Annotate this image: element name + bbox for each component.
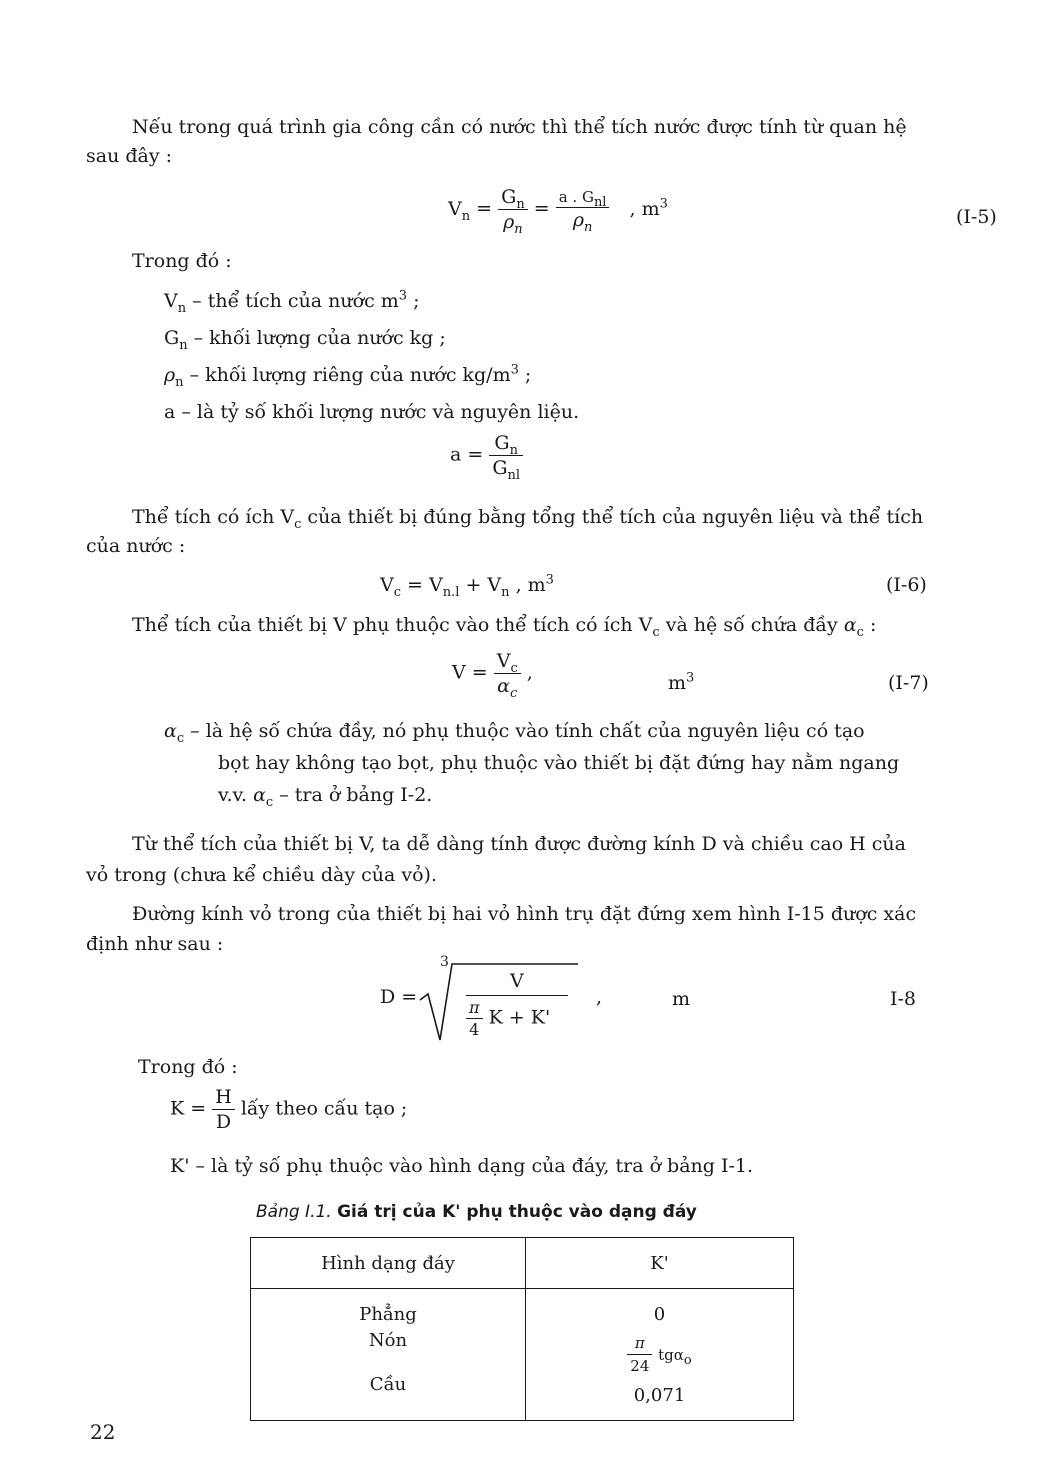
paragraph-1-line-2: sau đây : [86, 145, 173, 167]
eq-i8-numerator: V [510, 970, 524, 992]
table-caption: Bảng I.1. Giá trị của K' phụ thuộc vào dạng đáy [256, 1202, 697, 1222]
k-prime-cone: $\frac{\pi}{24}$ tgα$_o$ [526, 1331, 793, 1376]
eq-i5-fraction-2: $\frac{a . G_{nl}}{\rho_n}$ [556, 188, 610, 231]
eq-i8-unit: m [672, 988, 691, 1010]
definition-rho-n: $\rho_n$ – khối lượng riêng của nước $kg/m^3$ ; [164, 362, 532, 390]
header-k-prime: K' [526, 1238, 794, 1289]
eq-i5-fraction-1: $\frac{G_n}{\rho_n}$ [498, 186, 528, 233]
equation-i-7-label: (I-7) [888, 672, 929, 694]
eq-i5-lhs: $V_n$ [448, 197, 471, 224]
eq-i7-fraction: $\frac{V_c}{\alpha_c}$ [494, 650, 521, 697]
alpha-definition-line-3: v.v. $\alpha_c$ – tra ở bảng I-2. [218, 784, 433, 810]
eq-i8-denominator: $\frac{\pi}{4}$ K + K' [466, 998, 550, 1039]
definition-a: a – là tỷ số khối lượng nước và nguyên liệu. [164, 401, 580, 423]
k-prime-sphere: 0,071 [633, 1385, 686, 1406]
definition-gn: $G_n$ – khối lượng của nước kg ; [164, 327, 446, 353]
alpha-definition-line-2: bọt hay không tạo bọt, phụ thuộc vào thiết bị đặt đứng hay nằm ngang [218, 752, 900, 774]
alpha-definition-line-1: $\alpha_c$ – là hệ số chứa đầy, nó phụ thuộc vào tính chất của nguyên liệu có tạo [164, 720, 865, 746]
definition-vn: $V_n$ – thể tích của nước $m^3$ ; [164, 288, 420, 316]
equation-i-8-lhs: D = [380, 986, 418, 1008]
table-row [251, 1289, 794, 1421]
k-prime-definition: K' – là tỷ số phụ thuộc vào hình dạng của đáy, tra ở bảng I-1. [170, 1155, 754, 1177]
eq-a-fraction: $\frac{G_n}{G_{nl}}$ [489, 432, 523, 479]
paragraph-5-line-1: Đường kính vỏ trong của thiết bị hai vỏ hình trụ đặt đứng xem hình I-15 được xác [132, 903, 917, 925]
trong-do-heading-2: Trong đó : [138, 1056, 238, 1078]
paragraph-2-line-2: của nước : [86, 535, 186, 557]
paragraph-2-line-1: Thể tích có ích $V_c$ của thiết bị đúng bằng tổng thể tích của nguyên liệu và thể tích [132, 506, 924, 532]
equation-a: a = $\frac{G_n}{G_{nl}}$ [450, 432, 523, 479]
eq-i5-unit: , $m^3$ [629, 196, 668, 220]
eq-i8-comma: , [596, 986, 603, 1008]
paragraph-3: Thể tích của thiết bị V phụ thuộc vào thể tích có ích $V_c$ và hệ số chứa đầy $\alpha_c$ : [132, 614, 877, 640]
equation-i-6: $V_c = V_{n.l} + V_n$ , $m^3$ [380, 572, 554, 600]
h-over-d: $\frac{H}{D}$ [212, 1086, 235, 1133]
pi-over-24: $\frac{\pi}{24}$ [627, 1333, 652, 1376]
table-k-prime [250, 1237, 794, 1421]
shape-column [251, 1289, 526, 1421]
pi-over-four: $\frac{\pi}{4}$ [466, 998, 483, 1039]
equation-i-5-label: (I-5) [956, 206, 997, 228]
k-definition: K = $\frac{H}{D}$ lấy theo cấu tạo ; [170, 1086, 408, 1133]
trong-do-heading-1: Trong đó : [132, 250, 232, 272]
shape-sphere: Cầu [369, 1374, 407, 1395]
k-prime-column [526, 1289, 794, 1421]
shape-cone: Nón [368, 1330, 408, 1351]
paragraph-1-line-1: Nếu trong quá trình gia công cần có nước thì thể tích nước được tính từ quan hệ [132, 116, 907, 138]
paragraph-5-line-2: định như sau : [86, 933, 224, 955]
equation-i-8-label: I-8 [890, 988, 917, 1010]
equation-i-7-unit: $m^3$ [668, 670, 695, 694]
table-header-row [251, 1238, 794, 1289]
page-number: 22 [90, 1420, 116, 1444]
equation-i-6-label: (I-6) [886, 574, 927, 596]
shape-flat: Phẳng [359, 1304, 417, 1325]
paragraph-4-line-2: vỏ trong (chưa kể chiều dày của vỏ). [86, 864, 437, 886]
equation-i-7: V = $\frac{V_c}{\alpha_c}$ , [452, 650, 533, 701]
header-shape: Hình dạng đáy [251, 1238, 526, 1289]
paragraph-4-line-1: Từ thể tích của thiết bị V, ta dễ dàng tính được đường kính D và chiều cao H của [132, 833, 906, 855]
k-prime-flat: 0 [653, 1304, 666, 1325]
root-index: 3 [440, 954, 449, 970]
eq-i8-fraction-bar [466, 995, 568, 996]
equation-i-5: $V_n$ = $\frac{G_n}{\rho_n}$ = $\frac{a . G_{nl}}{\rho_n}$ , $m^3$ [448, 186, 668, 237]
